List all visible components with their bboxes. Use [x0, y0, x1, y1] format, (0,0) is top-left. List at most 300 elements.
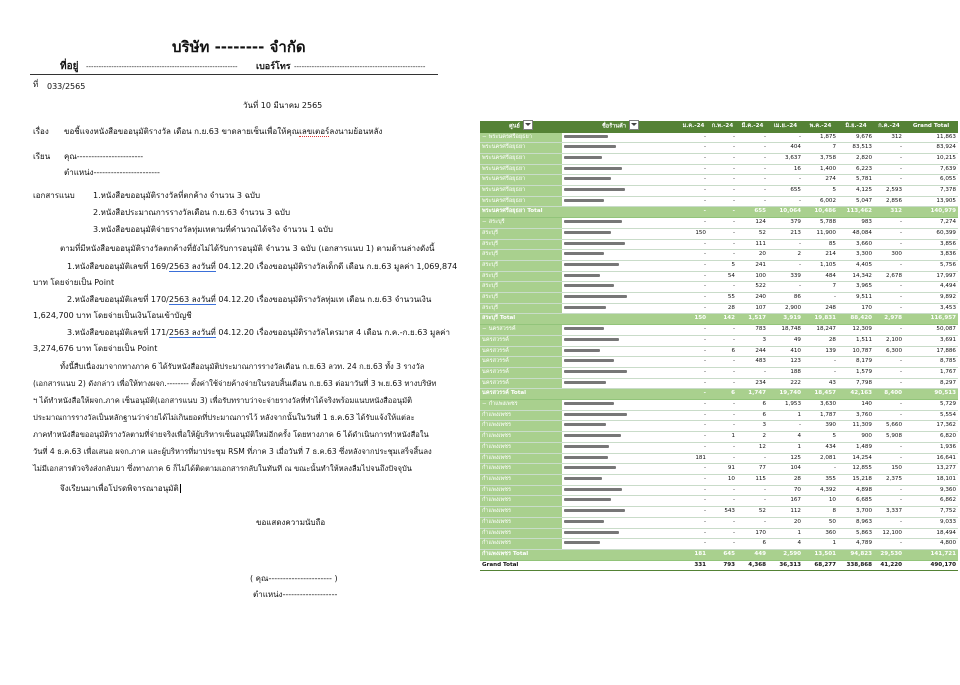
table-row[interactable] [480, 335, 958, 346]
center-cell [480, 346, 562, 357]
redacted-shop-name [564, 423, 606, 426]
value-cell: 188 [768, 367, 803, 378]
value-cell: - [768, 260, 803, 271]
value-cell: - [708, 485, 737, 496]
table-row[interactable] [480, 218, 958, 229]
table-row[interactable] [480, 442, 958, 453]
value-cell: 9,676 [838, 133, 874, 143]
table-row[interactable] [480, 196, 958, 207]
value-cell: - [874, 260, 904, 271]
redacted-shop-name [564, 488, 622, 491]
row-total-cell: 7,752 [904, 507, 958, 518]
center-name: กำแพงเพชร [482, 529, 511, 536]
center-name: กำแพงเพชร [488, 401, 518, 408]
value-cell: - [708, 196, 737, 207]
center-name: พระนครศรีอยุธยา [482, 197, 526, 204]
table-row[interactable] [480, 496, 958, 507]
header-center[interactable]: ศูนย์ [480, 121, 562, 133]
value-cell: 390 [803, 421, 838, 432]
table-row[interactable] [480, 143, 958, 154]
value-cell: 1,953 [768, 400, 803, 411]
subtotal-label: กำแพงเพชร Total [480, 549, 679, 560]
value-cell: - [874, 400, 904, 411]
table-row[interactable] [480, 303, 958, 314]
grand-total-cell: 36,313 [768, 560, 803, 571]
collapse-icon[interactable]: − [482, 401, 487, 408]
value-cell: 91 [708, 464, 737, 475]
row-total-cell: 16,641 [904, 453, 958, 464]
center-name: นครสวรรค์ [482, 379, 509, 386]
value-cell: - [708, 218, 737, 229]
value-cell: 9,511 [838, 293, 874, 304]
subtotal-cell: 13,501 [803, 549, 838, 560]
paragraph-3: จึงเรียนมาเพื่อโปรดพิจารณาอนุมัติ [60, 484, 183, 494]
row-total-cell: 60,399 [904, 228, 958, 239]
table-row[interactable] [480, 357, 958, 368]
shop-name-cell [562, 196, 679, 207]
center-name: พระนครศรีอยุธยา [488, 133, 532, 140]
value-cell: - [708, 421, 737, 432]
value-cell: 7,798 [838, 378, 874, 389]
value-cell: 5,047 [838, 196, 874, 207]
value-cell: - [679, 442, 708, 453]
shop-name-cell [562, 400, 679, 411]
value-cell: 3,337 [874, 507, 904, 518]
redacted-shop-name [564, 167, 622, 170]
subtotal-cell: 142 [708, 314, 737, 325]
value-cell: - [708, 367, 737, 378]
redacted-shop-name [564, 135, 608, 138]
table-row[interactable] [480, 164, 958, 175]
shop-name-cell [562, 250, 679, 261]
redacted-shop-name [564, 242, 625, 245]
value-cell: - [768, 133, 803, 143]
address-label: ที่อยู่ [60, 61, 79, 72]
redacted-shop-name [564, 188, 625, 191]
paragraph-2-line-5: ภาคทำหนังสือขออนุมัติรางวัลตามที่จ่ายจริงเพื่อให้ผู้บริหารเซ็นอนุมัติใหม่อีกครั้ง โดยทางภาค 6 ได้ดำเนินการทำหนังสือใน [33, 430, 429, 439]
redacted-shop-name [564, 177, 611, 180]
value-cell: 107 [737, 303, 768, 314]
table-row[interactable] [480, 325, 958, 336]
center-cell [480, 164, 562, 175]
shop-name-cell [562, 496, 679, 507]
shop-name-cell [562, 325, 679, 336]
subtotal-cell: 94,823 [838, 549, 874, 560]
value-cell: - [874, 367, 904, 378]
paragraph-2-line-7: ไม่มีเอกสารตัวจริงส่งกลับมา ซึ่งทางภาค 6 ก็ไม่ได้ติดตามเอกสารกลับในทันที ณ ขณะนั้นทำให้หลงลืมไปจนถึงปัจจุบัน [33, 464, 412, 473]
value-cell: 3,630 [803, 400, 838, 411]
collapse-icon[interactable]: − [482, 219, 487, 226]
table-row[interactable] [480, 186, 958, 197]
value-cell: 139 [803, 346, 838, 357]
item-3: 3.หนังสือขออนุมัติเลขที่ 171/2563 ลงวันที่ 04.12.20 เรื่องขออนุมัติรางวัลไตรมาส 4 เดือน ก.ค.-ก.ย.63 มูลค่า [67, 328, 450, 337]
value-cell: 10,787 [838, 346, 874, 357]
subtotal-cell: 645 [708, 549, 737, 560]
center-name: พระนครศรีอยุธยา [482, 144, 526, 151]
table-row[interactable] [480, 293, 958, 304]
item-1-cont: บาท โดยจ่ายเป็น Point [33, 278, 115, 287]
subtotal-cell: 19,831 [803, 314, 838, 325]
row-total-cell: 3,856 [904, 239, 958, 250]
value-cell: - [708, 186, 737, 197]
grand-total-label: Grand Total [480, 560, 679, 571]
center-name: กำแพงเพชร [482, 476, 511, 482]
value-cell: - [679, 175, 708, 186]
redacted-shop-name [564, 349, 600, 352]
table-row[interactable] [480, 464, 958, 475]
shop-name-cell [562, 507, 679, 518]
center-name: นครสวรรค์ [488, 326, 516, 333]
row-total-cell: 8,785 [904, 357, 958, 368]
redacted-shop-name [564, 509, 625, 512]
value-cell: 783 [737, 325, 768, 336]
center-cell [480, 293, 562, 304]
table-row[interactable] [480, 228, 958, 239]
redacted-shop-name [564, 498, 611, 501]
table-row[interactable] [480, 271, 958, 282]
value-cell: 20 [768, 517, 803, 528]
subtotal-cell: - [679, 389, 708, 400]
row-total-cell: 1,767 [904, 367, 958, 378]
subtotal-cell: 113,462 [838, 207, 874, 218]
value-cell: - [679, 186, 708, 197]
value-cell: - [874, 378, 904, 389]
value-cell: 85 [803, 239, 838, 250]
value-cell: - [768, 239, 803, 250]
table-row[interactable] [480, 475, 958, 486]
center-name: สระบุรี [488, 219, 505, 226]
subtotal-row[interactable] [480, 549, 958, 560]
subtotal-cell: 6 [708, 389, 737, 400]
value-cell: 52 [737, 507, 768, 518]
center-name: กำแพงเพชร [482, 422, 511, 429]
header-month: เม.ย.-24 [768, 121, 803, 133]
center-cell [480, 517, 562, 528]
center-cell [480, 325, 562, 336]
grand-total-cell: 490,170 [904, 560, 958, 571]
value-cell: 1,787 [803, 410, 838, 421]
center-name: พระนครศรีอยุธยา [482, 187, 526, 194]
redacted-shop-name [564, 156, 602, 159]
shop-name-cell [562, 442, 679, 453]
value-cell: - [708, 228, 737, 239]
value-cell: 18,247 [803, 325, 838, 336]
center-cell [480, 357, 562, 368]
shop-name-cell [562, 410, 679, 421]
value-cell: - [737, 485, 768, 496]
center-cell [480, 367, 562, 378]
value-cell: - [708, 250, 737, 261]
pivot-body [480, 133, 958, 571]
shop-name-cell [562, 133, 679, 143]
subtotal-cell: 1,747 [737, 389, 768, 400]
value-cell: 28 [768, 475, 803, 486]
redacted-shop-name [564, 370, 627, 373]
to-label: เรียน [33, 152, 51, 161]
table-row[interactable] [480, 507, 958, 518]
table-row[interactable] [480, 239, 958, 250]
value-cell: 4,789 [838, 539, 874, 550]
table-row[interactable] [480, 282, 958, 293]
table-row[interactable] [480, 410, 958, 421]
value-cell: 5,788 [803, 218, 838, 229]
signature-name: ( คุณ---------------------- ) [250, 574, 338, 583]
value-cell: 543 [708, 507, 737, 518]
value-cell: - [708, 335, 737, 346]
table-row[interactable] [480, 432, 958, 443]
value-cell: - [708, 496, 737, 507]
value-cell: - [679, 507, 708, 518]
value-cell: 83,513 [838, 143, 874, 154]
center-name: กำแพงเพชร [482, 518, 511, 525]
center-cell [480, 464, 562, 475]
value-cell: 6 [708, 346, 737, 357]
grand-total-cell: 793 [708, 560, 737, 571]
value-cell: - [874, 293, 904, 304]
paragraph-2-line-4: ประมาณการรางวัลเป็นหลักฐานว่าจ่ายได้ไม่เกินยอดที่ประมาณการไว้ หลังจากนั้นในวันที่ 1 ธ.ค.63 ได้รับแจ้งให้แต่ละ [33, 413, 415, 422]
value-cell: - [874, 239, 904, 250]
value-cell: 112 [768, 507, 803, 518]
subtotal-row[interactable] [480, 389, 958, 400]
table-row[interactable] [480, 133, 958, 143]
value-cell: - [737, 196, 768, 207]
table-row[interactable] [480, 367, 958, 378]
redacted-shop-name [564, 145, 616, 148]
filter-dropdown-icon[interactable] [523, 120, 533, 130]
center-name: กำแพงเพชร [482, 486, 511, 493]
redacted-shop-name [564, 295, 627, 298]
value-cell: 4,125 [838, 186, 874, 197]
grand-total-cell: 338,868 [838, 560, 874, 571]
value-cell: 55 [708, 293, 737, 304]
subtotal-cell: 655 [737, 207, 768, 218]
value-cell: 522 [737, 282, 768, 293]
value-cell: 2 [768, 250, 803, 261]
value-cell: - [803, 464, 838, 475]
value-cell: - [708, 282, 737, 293]
value-cell: - [679, 421, 708, 432]
table-row[interactable] [480, 421, 958, 432]
value-cell: - [874, 539, 904, 550]
table-row[interactable] [480, 153, 958, 164]
value-cell: 222 [768, 378, 803, 389]
value-cell: - [768, 175, 803, 186]
value-cell: - [679, 539, 708, 550]
table-row[interactable] [480, 517, 958, 528]
center-name: กำแพงเพชร [482, 411, 511, 418]
value-cell: - [679, 357, 708, 368]
row-total-cell: 18,494 [904, 528, 958, 539]
value-cell: 6 [737, 539, 768, 550]
redacted-shop-name [564, 359, 614, 362]
center-name: สระบุรี [482, 272, 498, 279]
row-total-cell: 5,729 [904, 400, 958, 411]
shop-name-cell [562, 303, 679, 314]
shop-name-cell [562, 432, 679, 443]
header-shop-name[interactable]: ชื่อร้านค้า [562, 121, 679, 133]
value-cell: 1,400 [803, 164, 838, 175]
value-cell: - [737, 164, 768, 175]
center-cell [480, 218, 562, 229]
row-total-cell: 6,862 [904, 496, 958, 507]
value-cell: 2 [737, 432, 768, 443]
redacted-shop-name [564, 381, 606, 384]
center-name: สระบุรี [482, 294, 498, 301]
table-row[interactable] [480, 260, 958, 271]
value-cell: - [874, 164, 904, 175]
collapse-icon[interactable]: − [482, 133, 487, 140]
value-cell: 12,855 [838, 464, 874, 475]
value-cell: - [708, 410, 737, 421]
row-total-cell: 8,297 [904, 378, 958, 389]
value-cell: - [708, 153, 737, 164]
center-name: สระบุรี [482, 261, 498, 268]
value-cell: 2,593 [874, 186, 904, 197]
redacted-shop-name [564, 541, 600, 544]
filter-dropdown-icon[interactable] [629, 120, 639, 130]
row-total-cell: 13,277 [904, 464, 958, 475]
center-cell [480, 539, 562, 550]
value-cell: 1,579 [838, 367, 874, 378]
subtotal-cell: 88,420 [838, 314, 874, 325]
center-cell [480, 421, 562, 432]
center-cell [480, 528, 562, 539]
table-row[interactable] [480, 175, 958, 186]
center-name: สระบุรี [482, 240, 498, 247]
table-row[interactable] [480, 528, 958, 539]
center-name: นครสวรรค์ [482, 336, 509, 343]
company-name: บริษัท -------- จำกัด [172, 38, 306, 56]
center-name: กำแพงเพชร [482, 433, 511, 440]
value-cell: 150 [874, 464, 904, 475]
value-cell: 12,309 [838, 325, 874, 336]
value-cell: 3,637 [768, 153, 803, 164]
attach-label: เอกสารแนบ [33, 191, 75, 200]
center-name: พระนครศรีอยุธยา [482, 165, 526, 172]
value-cell: 54 [708, 271, 737, 282]
value-cell: 379 [768, 218, 803, 229]
table-row[interactable] [480, 539, 958, 550]
collapse-icon[interactable]: − [482, 326, 487, 333]
value-cell: - [803, 367, 838, 378]
center-cell [480, 507, 562, 518]
value-cell: - [874, 282, 904, 293]
row-total-cell: 3,836 [904, 250, 958, 261]
table-row[interactable] [480, 378, 958, 389]
value-cell: - [679, 528, 708, 539]
shop-name-cell [562, 228, 679, 239]
pivot-header-row [480, 121, 958, 133]
value-cell: 4 [768, 539, 803, 550]
redacted-shop-name [564, 413, 627, 416]
grand-total-cell: 68,277 [803, 560, 838, 571]
attachment-2: 2.หนังสือประมาณการรางวัลเดือน ก.ย.63 จำนวน 3 ฉบับ [93, 208, 291, 217]
value-cell: 3,965 [838, 282, 874, 293]
value-cell: 3,700 [838, 507, 874, 518]
value-cell: 2,820 [838, 153, 874, 164]
value-cell: 12,100 [874, 528, 904, 539]
row-total-cell: 7,274 [904, 218, 958, 229]
center-name: พระนครศรีอยุธยา [482, 154, 526, 161]
value-cell: 4,898 [838, 485, 874, 496]
row-total-cell: 11,863 [904, 133, 958, 143]
subtotal-cell: 42,163 [838, 389, 874, 400]
subtotal-label: สระบุรี Total [480, 314, 679, 325]
row-total-cell: 10,215 [904, 153, 958, 164]
subtotal-cell: 19,740 [768, 389, 803, 400]
shop-name-cell [562, 271, 679, 282]
value-cell: 213 [768, 228, 803, 239]
header-grand-total: Grand Total [904, 121, 958, 133]
shop-name-cell [562, 367, 679, 378]
center-cell [480, 186, 562, 197]
value-cell: 1,875 [803, 133, 838, 143]
value-cell: - [708, 378, 737, 389]
redacted-shop-name [564, 252, 604, 255]
value-cell: - [874, 218, 904, 229]
value-cell: 12 [737, 442, 768, 453]
table-row[interactable] [480, 400, 958, 411]
value-cell: - [679, 260, 708, 271]
value-cell: 5,660 [874, 421, 904, 432]
row-total-cell: 7,378 [904, 186, 958, 197]
value-cell: 2,100 [874, 335, 904, 346]
subtotal-cell: 181 [679, 549, 708, 560]
table-row[interactable] [480, 346, 958, 357]
table-row[interactable] [480, 485, 958, 496]
shop-name-cell [562, 239, 679, 250]
value-cell: 4,392 [803, 485, 838, 496]
subject-text: ขอชี้แจงหนังสือขออนุมัติรางวัล เดือน ก.ย.63 ขาดลายเซ็นเพื่อให้คุณเลขเตอร์ลงนามย้อนหลัง [64, 127, 383, 136]
item-2: 2.หนังสือขออนุมัติเลขที่ 170/2563 ลงวันที่ 04.12.20 เรื่องขออนุมัติรางวัลทุ่มเท เดือน ก.ย.63 จำนวนเงิน [67, 295, 432, 304]
signature-position: ตำแหน่ง------------------- [253, 590, 338, 599]
subtotal-row[interactable] [480, 314, 958, 325]
row-total-cell: 13,905 [904, 196, 958, 207]
value-cell: - [708, 133, 737, 143]
value-cell: - [874, 485, 904, 496]
subtotal-row[interactable] [480, 207, 958, 218]
value-cell: 170 [737, 528, 768, 539]
value-cell: 2,081 [803, 453, 838, 464]
grand-total-row[interactable] [480, 560, 958, 571]
value-cell: 410 [768, 346, 803, 357]
value-cell: - [708, 357, 737, 368]
shop-name-cell [562, 346, 679, 357]
center-cell [480, 143, 562, 154]
value-cell: - [679, 410, 708, 421]
value-cell: - [874, 410, 904, 421]
value-cell: 3,758 [803, 153, 838, 164]
shop-name-cell [562, 485, 679, 496]
value-cell: 124 [737, 218, 768, 229]
shop-name-cell [562, 164, 679, 175]
value-cell: 5 [803, 432, 838, 443]
center-name: นครสวรรค์ [482, 347, 509, 354]
value-cell: - [708, 400, 737, 411]
value-cell: 3,660 [838, 239, 874, 250]
value-cell: - [803, 357, 838, 368]
redacted-shop-name [564, 466, 616, 469]
value-cell: - [708, 539, 737, 550]
value-cell: - [874, 143, 904, 154]
shop-name-cell [562, 260, 679, 271]
table-row[interactable] [480, 250, 958, 261]
value-cell: 2,678 [874, 271, 904, 282]
shop-name-cell [562, 517, 679, 528]
table-row[interactable] [480, 453, 958, 464]
redacted-shop-name [564, 434, 621, 437]
value-cell: 170 [838, 303, 874, 314]
